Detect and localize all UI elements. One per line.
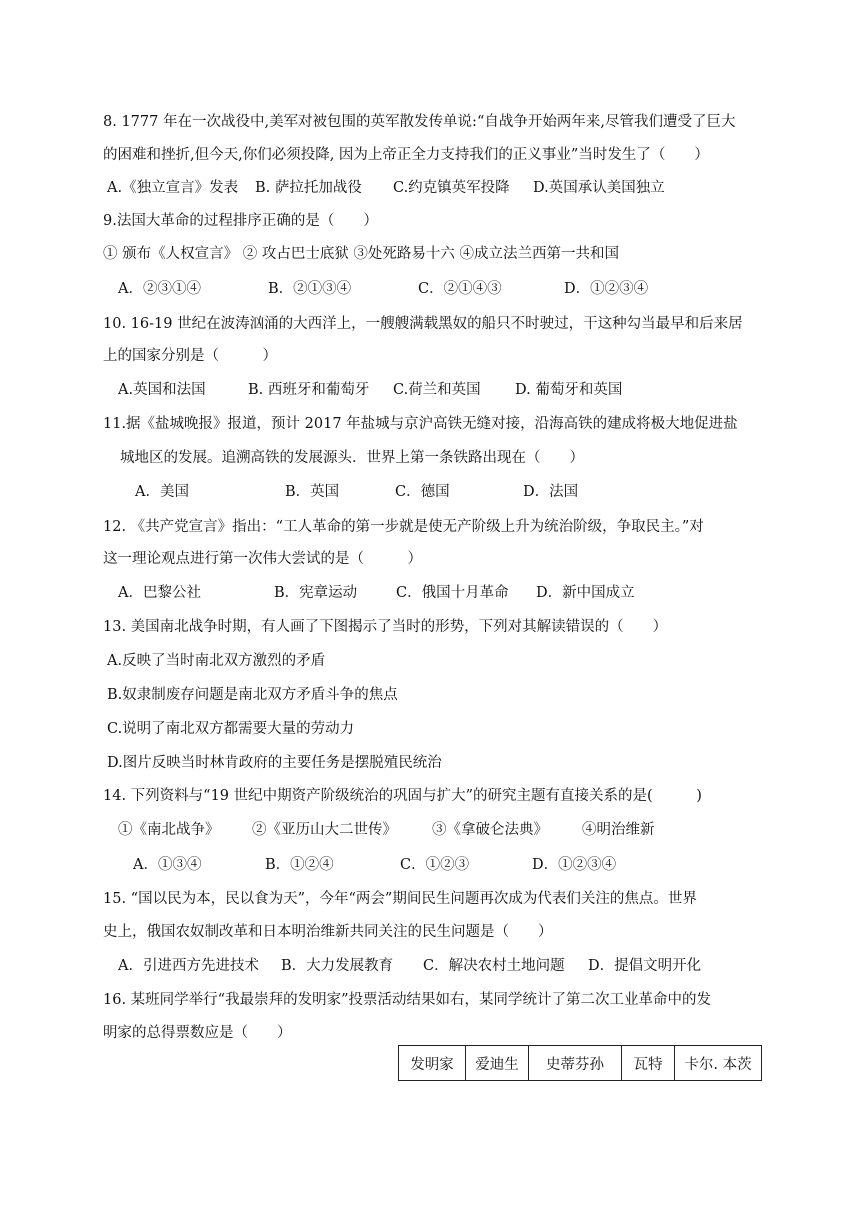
q8-option-b: B. 萨拉托加战役	[255, 180, 362, 196]
q8-stem-line2: 的困难和挫折,但今天,你们必须投降, 因为上帝正全力支持我们的正义事业”当时发生了（ ）	[103, 147, 709, 163]
q9-stem-line1: 9.法国大革命的过程排序正确的是（ ）	[103, 213, 378, 229]
inventor-vote-table	[398, 1045, 762, 1081]
q11-option-a: A．美国	[135, 484, 189, 500]
q14-option-a: A．①③④	[133, 857, 202, 873]
table-cell-stephenson: 史蒂芬孙	[529, 1046, 622, 1081]
q13-option-d: D.图片反映当时林肯政府的主要任务是摆脱殖民统治	[107, 755, 442, 771]
q14-options	[133, 855, 616, 875]
q8-option-d: D.英国承认美国独立	[533, 180, 665, 196]
q14-material-2: ②《亚历山大二世传》	[252, 822, 397, 838]
q11-option-b: B．英国	[285, 484, 340, 500]
q16-stem-line2: 明家的总得票数应是（ ）	[103, 1025, 292, 1041]
q9-options	[118, 279, 648, 299]
q15-option-a: A．引进西方先进技术	[118, 958, 259, 974]
q13-option-c: C.说明了南北双方都需要大量的劳动力	[107, 721, 355, 737]
q15-option-d: D．提倡文明开化	[588, 958, 702, 974]
q9-option-c: C．②①④③	[418, 281, 502, 297]
q12-option-c: C．俄国十月革命	[396, 585, 509, 601]
q8-stem-line1: 8. 1777 年在一次战役中,美军对被包围的英军散发传单说:“自战争开始两年来,尽管我们遭受了巨大	[103, 114, 736, 130]
q11-option-d: D．法国	[523, 484, 579, 500]
q14-material-4: ④明治维新	[582, 822, 655, 838]
q12-options	[118, 583, 635, 603]
q14-material-3: ③《拿破仑法典》	[432, 822, 548, 838]
q12-option-a: A．巴黎公社	[118, 585, 201, 601]
q16-stem-line1: 16. 某班同学举行“我最崇拜的发明家”投票活动结果如右，某同学统计了第二次工业革命中的发	[103, 992, 711, 1008]
table-cell-header: 发明家	[399, 1046, 466, 1081]
q10-stem-line2: 上的国家分别是（ ）	[103, 348, 277, 364]
q12-option-d: D．新中国成立	[536, 585, 635, 601]
table-cell-watt: 瓦特	[622, 1046, 675, 1081]
q9-option-d: D．①②③④	[564, 281, 649, 297]
q14-option-d: D．①②③④	[532, 857, 617, 873]
table-row	[399, 1046, 762, 1081]
table-cell-benz: 卡尔. 本茨	[675, 1046, 762, 1081]
q9-option-a: A．②③①④	[118, 281, 201, 297]
q12-stem-line1: 12. 《共产党宣言》指出：“工人革命的第一步就是使无产阶级上升为统治阶级，争取民主。”对	[103, 519, 704, 535]
q8-option-c: C.约克镇英军投降	[393, 180, 510, 196]
q10-options	[118, 380, 622, 400]
q12-option-b: B．宪章运动	[274, 585, 358, 601]
q14-option-b: B．①②④	[265, 857, 334, 873]
q11-options	[135, 482, 578, 502]
q14-materials	[118, 820, 655, 840]
q8-option-a: A.《独立宣言》发表	[107, 180, 239, 196]
table-cell-edison: 爱迪生	[466, 1046, 529, 1081]
q11-option-c: C．德国	[395, 484, 450, 500]
q8-options	[107, 178, 665, 198]
q15-stem-line2: 史上，俄国农奴制改革和日本明治维新共同关注的民生问题是（ ）	[103, 924, 553, 940]
q11-stem-line2: 城地区的发展。追溯高铁的发展源头．世界上第一条铁路出现在（ ）	[120, 450, 584, 466]
q10-option-c: C.荷兰和英国	[393, 382, 481, 398]
q12-stem-line2: 这一理论观点进行第一次伟大尝试的是（ ）	[103, 551, 422, 567]
q14-stem: 14. 下列资料与“19 世纪中期资产阶级统治的巩固与扩大”的研究主题有直接关系的是( )	[103, 788, 702, 804]
q14-option-c: C．①②③	[400, 857, 470, 873]
q15-option-c: C．解决农村土地问题	[423, 958, 565, 974]
q10-option-d: D. 葡萄牙和英国	[515, 382, 623, 398]
q13-option-a: A.反映了当时南北双方激烈的矛盾	[107, 653, 326, 669]
q11-stem-line1: 11.据《盐城晚报》报道，预计 2017 年盐城与京沪高铁无缝对接，沿海高铁的建成将极大地促进盐	[103, 416, 738, 432]
q15-options	[118, 956, 701, 976]
q9-stem-line2: ① 颁布《人权宣言》 ② 攻占巴士底狱 ③处死路易十六 ④成立法兰西第一共和国	[103, 246, 620, 262]
q14-material-1: ①《南北战争》	[118, 822, 220, 838]
q13-stem: 13. 美国南北战争时期，有人画了下图揭示了当时的形势，下列对其解读错误的（ ）	[103, 619, 668, 635]
q15-stem-line1: 15. “国以民为本，民以食为天”，今年“两会”期间民生问题再次成为代表们关注的焦点。世界	[103, 891, 697, 907]
q10-option-b: B. 西班牙和葡萄牙	[248, 382, 370, 398]
q15-option-b: B．大力发展教育	[281, 958, 394, 974]
q10-option-a: A.英国和法国	[118, 382, 206, 398]
q9-option-b: B．②①③④	[268, 281, 352, 297]
q13-option-b: B.奴隶制废存问题是南北双方矛盾斗争的焦点	[107, 687, 398, 703]
q10-stem-line1: 10. 16-19 世纪在波涛汹涌的大西洋上，一艘艘满载黑奴的船只不时驶过，干这种勾当最早和后来居	[103, 316, 743, 332]
